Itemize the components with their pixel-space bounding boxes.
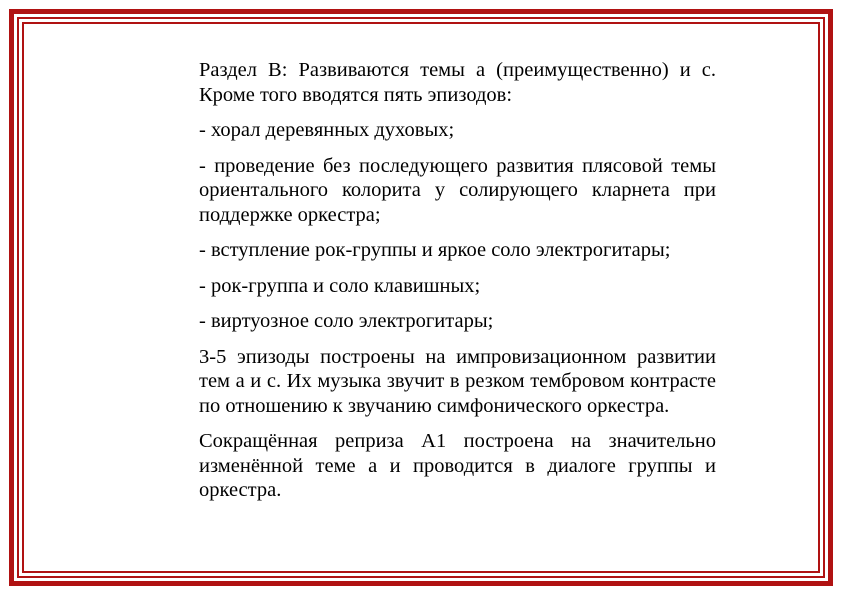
text-body [199,58,716,514]
paragraph-section-b: Раздел В: Развиваются темы а (преимущественно) и с. Кроме того вводятся пять эпизодов: [199,59,716,106]
paragraph-episode-rock-entry: - вступление рок-группы и яркое соло электрогитары; [199,239,671,261]
paragraph-episode-chorale: - хорал деревянных духовых; [199,119,455,141]
paragraph-episode-dance-theme: - проведение без последующего развития плясовой темы ориентального колорита у солирующего кларнета при поддержке оркестра; [199,154,716,226]
paragraph-reprise: Сокращённая реприза А1 построена на значительно изменённой теме а и проводится в диалоге группы и оркестра. [199,430,716,501]
paragraph-episode-guitar-solo: - виртуозное соло электрогитары; [199,310,494,332]
paragraph-episode-keyboards: - рок-группа и соло клавишных; [199,274,481,297]
paragraph-episodes-3-5: 3-5 эпизоды построены на импровизационном развитии тем а и с. Их музыка звучит в резком тембровом контрасте по отношению к звучанию симфонического оркестра. [199,345,716,417]
